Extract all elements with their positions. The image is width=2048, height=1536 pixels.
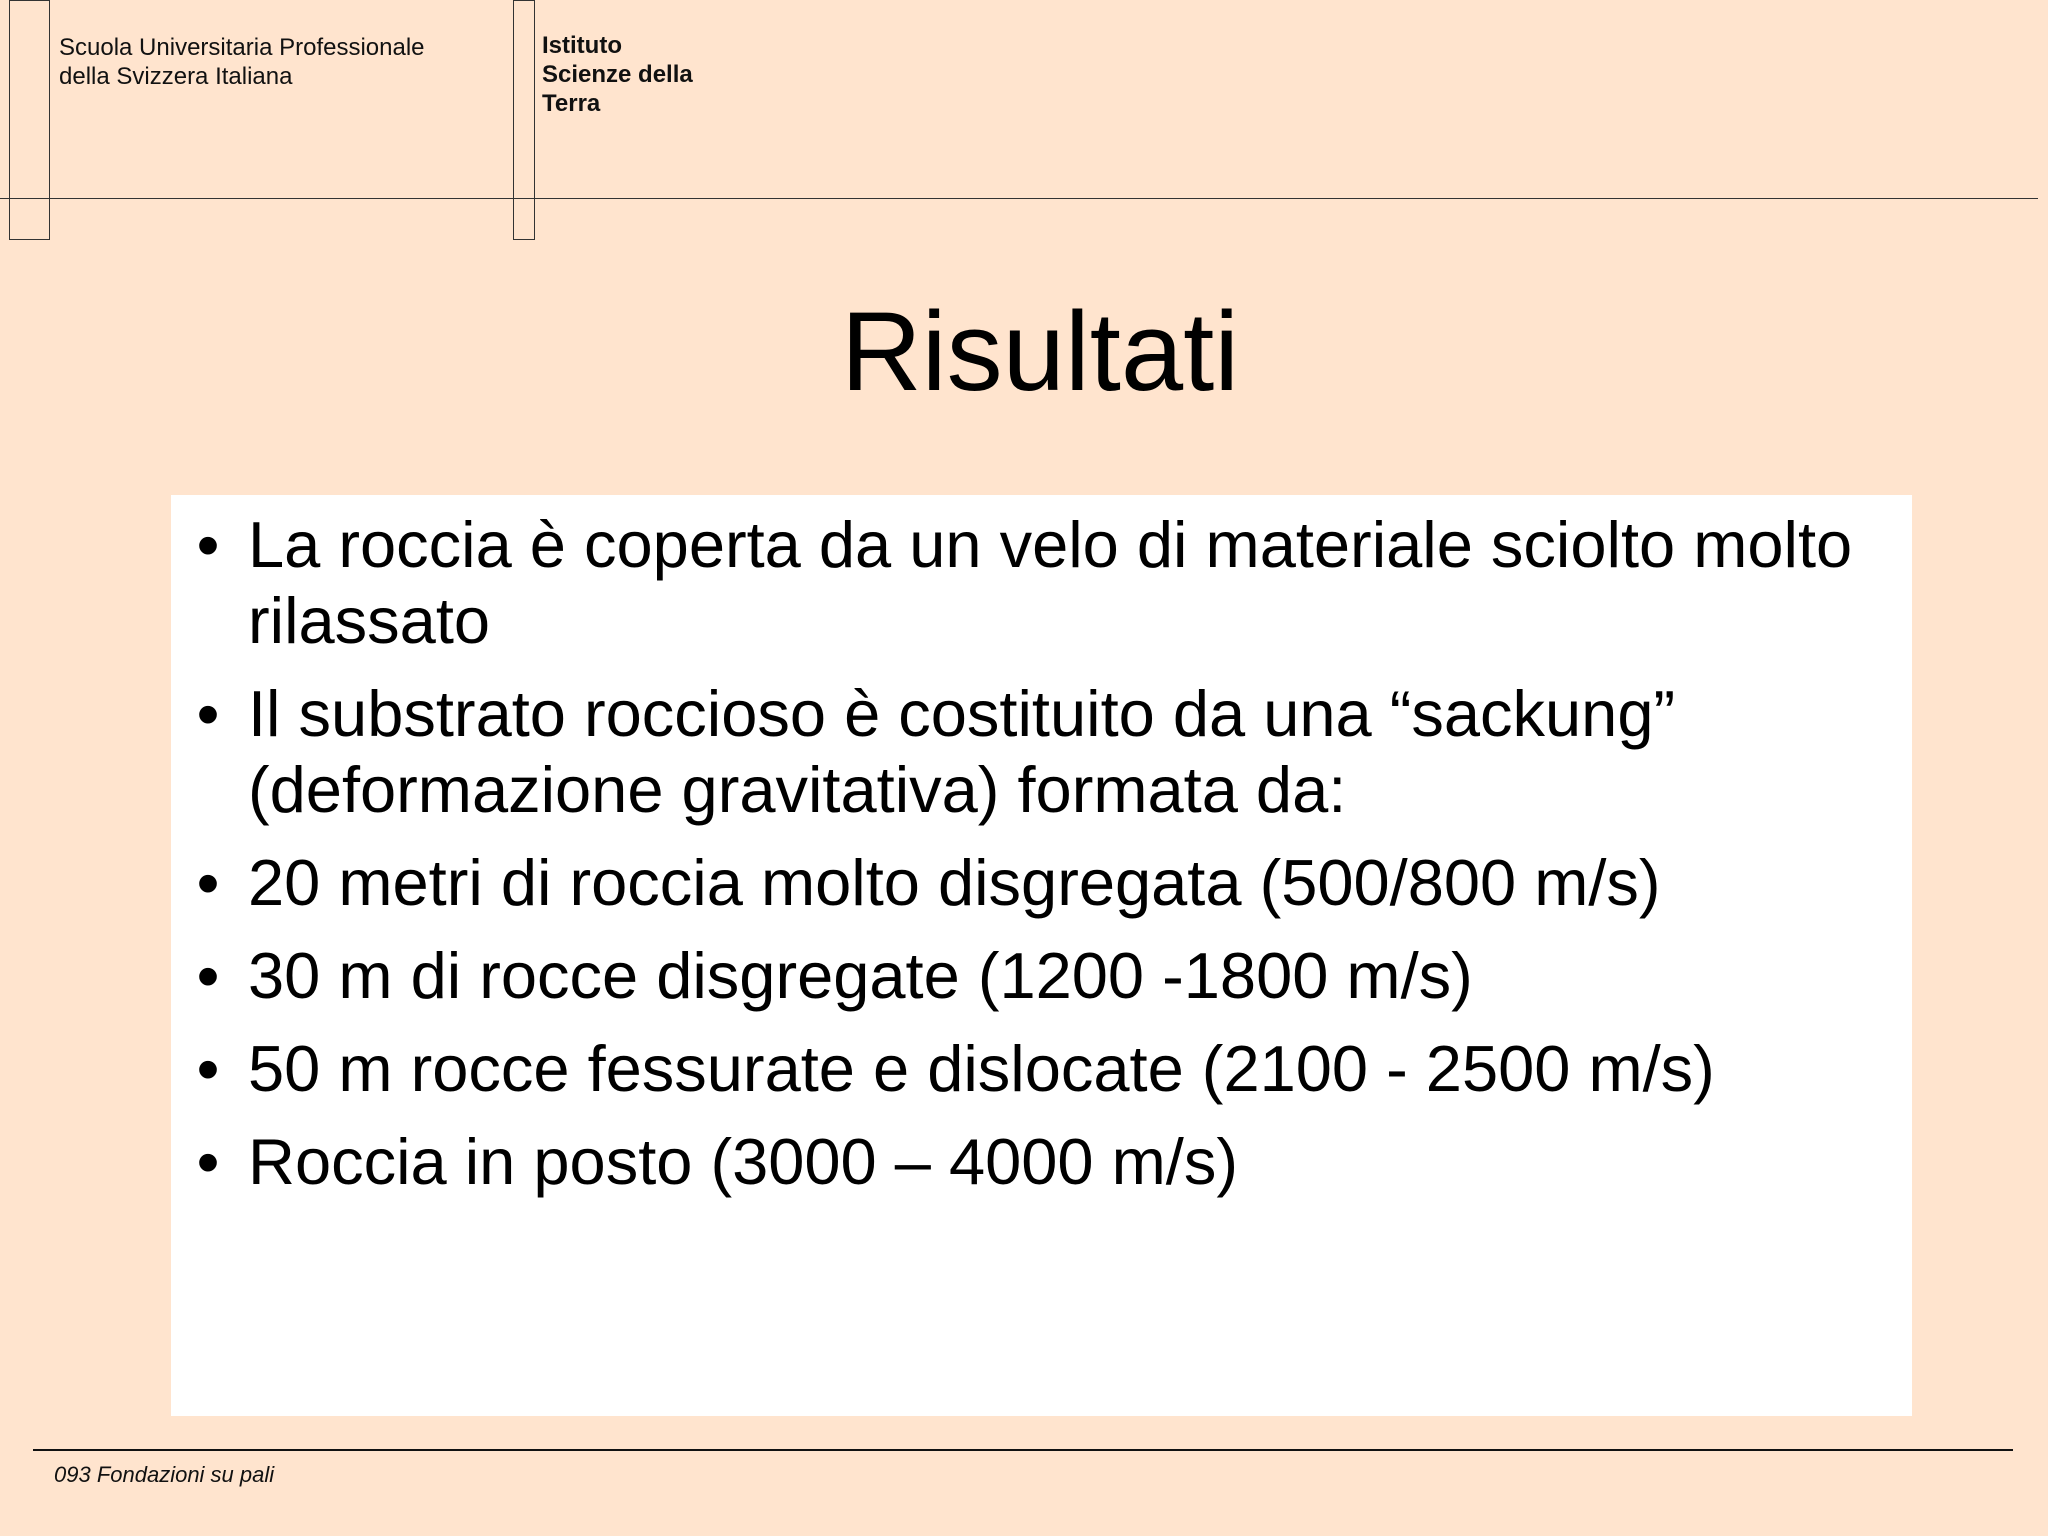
bullet-item (171, 1124, 1912, 1200)
footer-divider-line (33, 1449, 2013, 1451)
bullet-text: La roccia è coperta da un velo di materiale sciolto molto rilassato (248, 508, 1853, 657)
header-left-bar (9, 0, 50, 240)
bullet-dot-icon: • (196, 1125, 220, 1198)
bullet-item (171, 507, 1912, 659)
bullet-text: Il substrato roccioso è costituito da una “sackung” (deformazione gravitativa) formata da: (248, 677, 1676, 826)
bullet-text: Roccia in posto (3000 – 4000 m/s) (248, 1125, 1238, 1198)
bullet-text: 30 m di rocce disgregate (1200 -1800 m/s) (248, 939, 1473, 1012)
school-name-line-1: Scuola Universitaria Professionale (59, 34, 425, 61)
content-box (171, 495, 1912, 1416)
bullet-dot-icon: • (196, 939, 220, 1012)
bullet-dot-icon: • (196, 677, 220, 750)
bullet-item (171, 845, 1912, 921)
bullet-item (171, 1031, 1912, 1107)
bullet-dot-icon: • (196, 1032, 220, 1105)
footer-course-label: 093 Fondazioni su pali (54, 1462, 275, 1487)
school-name-line-2: della Svizzera Italiana (59, 63, 293, 90)
slide-title: Risultati (840, 289, 1240, 414)
header-middle-bar (513, 0, 535, 240)
header-divider-line (0, 198, 2038, 199)
institute-name-line-1: Istituto (542, 32, 622, 59)
school-name (59, 33, 425, 91)
institute-name-line-2: Scienze della (542, 61, 693, 88)
bullet-list (171, 507, 1912, 1217)
bullet-item (171, 938, 1912, 1014)
bullet-item (171, 676, 1912, 828)
institute-name (542, 31, 693, 118)
bullet-dot-icon: • (196, 508, 220, 581)
bullet-dot-icon: • (196, 846, 220, 919)
institute-name-line-3: Terra (542, 90, 601, 117)
bullet-text: 50 m rocce fessurate e dislocate (2100 - 2500 m/s) (248, 1032, 1715, 1105)
bullet-text: 20 metri di roccia molto disgregata (500/800 m/s) (248, 846, 1661, 919)
